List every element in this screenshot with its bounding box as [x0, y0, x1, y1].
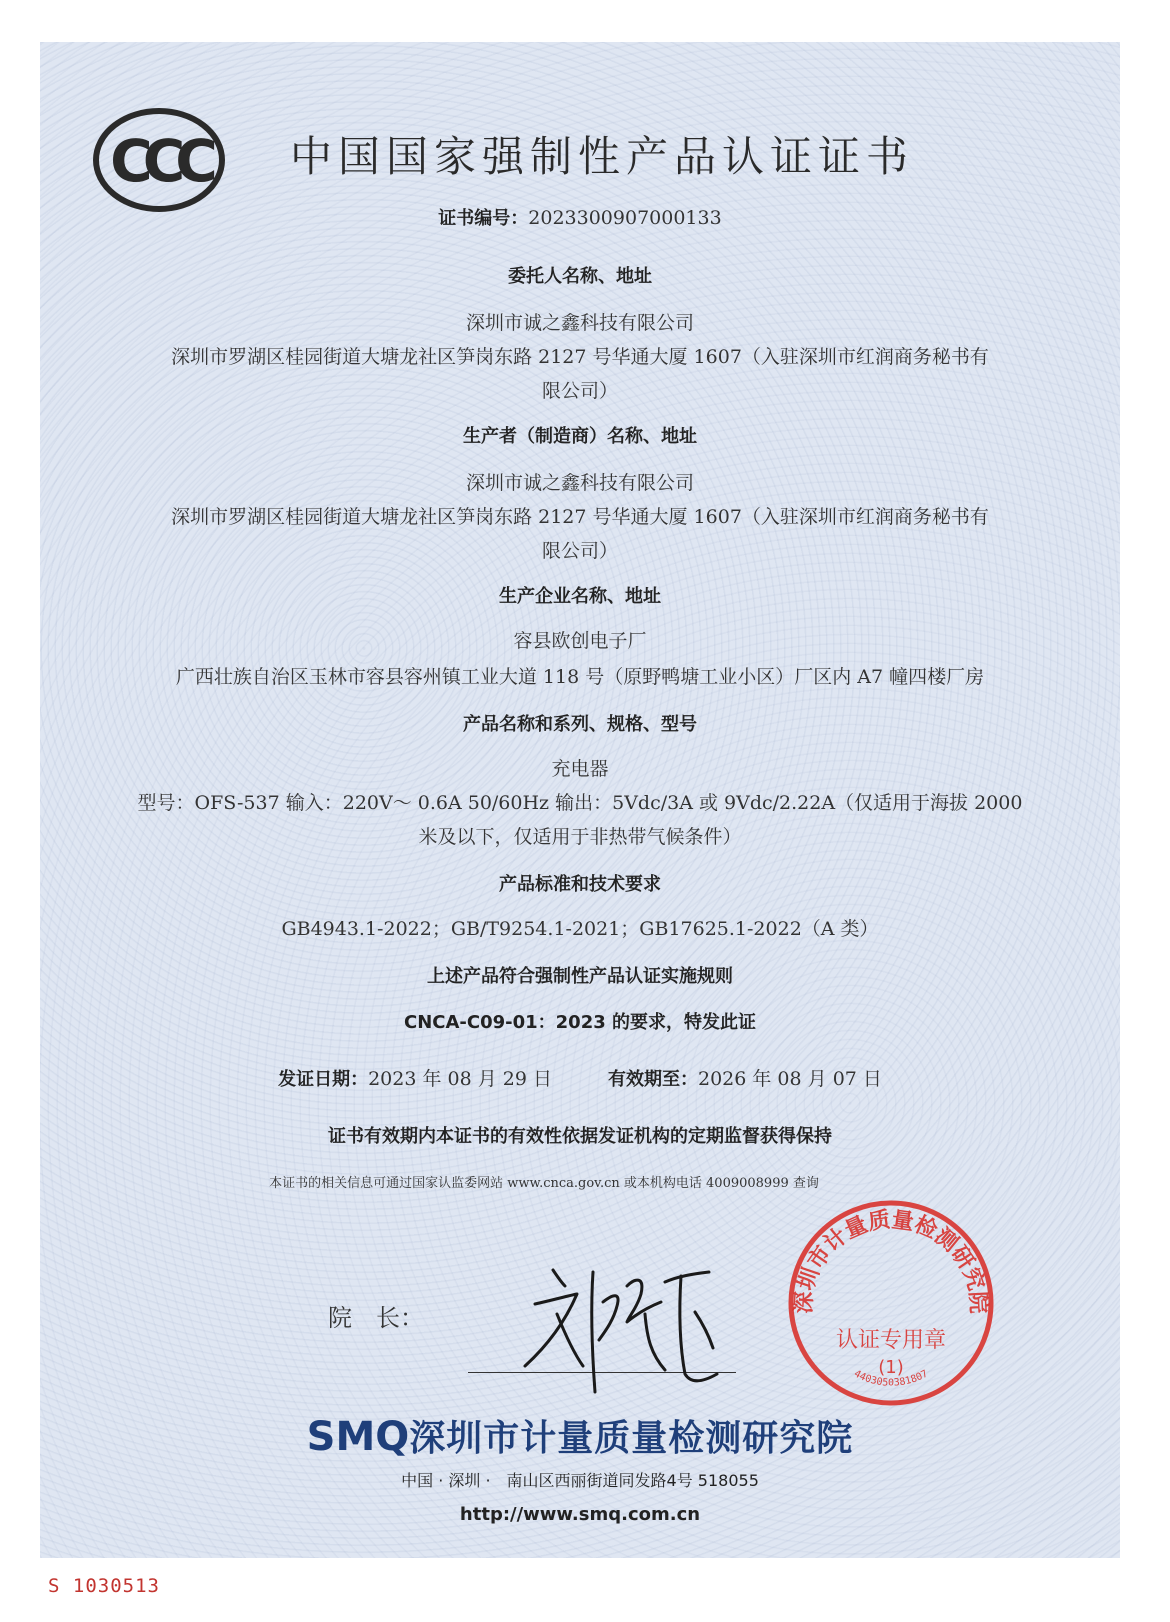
- factory-address: 广西壮族自治区玉林市容县容州镇工业大道 118 号（原野鸭塘工业小区）厂区内 A7 幢四楼厂房: [175, 666, 985, 688]
- product-spec-line1: 型号：OFS-537 输入：220V～ 0.6A 50/60Hz 输出：5Vdc/3A 或 9Vdc/2.22A（仅适用于海拔 2000: [137, 792, 1023, 814]
- serial-number: S 1030513: [48, 1575, 160, 1597]
- applicant-heading: 委托人名称、地址: [508, 266, 652, 287]
- seal-number: (1): [878, 1357, 904, 1378]
- issuer-name: 深圳市计量质量检测研究院: [409, 1418, 854, 1459]
- query-note: 本证书的相关信息可通过国家认监委网站 www.cnca.gov.cn 或本机构电话 4009008999 查询: [269, 1176, 819, 1191]
- issue-date-label: 发证日期：: [278, 1069, 369, 1090]
- conformity-line1: 上述产品符合强制性产品认证实施规则: [427, 966, 733, 987]
- certificate-title: 中国国家强制性产品认证证书: [290, 132, 915, 181]
- issue-date-value: 2023 年 08 月 29 日: [368, 1068, 552, 1090]
- applicant-address-line1: 深圳市罗湖区桂园街道大塘龙社区笋岗东路 2127 号华通大厦 1607（入驻深圳市红润商务秘书有: [171, 346, 989, 368]
- manufacturer-address-line2: 限公司）: [541, 540, 618, 562]
- certificate: [40, 42, 1120, 1558]
- director-label: 院 长：: [328, 1304, 424, 1332]
- factory-heading: 生产企业名称、地址: [499, 586, 661, 607]
- manufacturer-address-line1: 深圳市罗湖区桂园街道大塘龙社区笋岗东路 2127 号华通大厦 1607（入驻深圳市红润商务秘书有: [171, 506, 989, 528]
- issuer-url[interactable]: http://www.smq.com.cn: [459, 1504, 701, 1525]
- cert-no-label: 证书编号：: [438, 208, 529, 229]
- ccc-logo-text: CCC: [110, 127, 208, 195]
- conformity-line2: CNCA-C09-01：2023 的要求，特发此证: [403, 1012, 757, 1033]
- issuer-name-row: [40, 1410, 1120, 1461]
- expiry-date-label: 有效期至：: [608, 1069, 698, 1090]
- standards-value: GB4943.1-2022；GB/T9254.1-2021；GB17625.1-2022（A 类）: [281, 918, 879, 940]
- director-signature: [495, 1242, 745, 1402]
- seal-code: 4403050381807: [852, 1368, 930, 1389]
- product-spec-line2: 米及以下，仅适用于非热带气候条件）: [418, 826, 742, 848]
- dates-row: [40, 1064, 1120, 1091]
- ccc-logo: [92, 106, 226, 214]
- applicant-address-line2: 限公司）: [541, 380, 618, 402]
- factory-name: 容县欧创电子厂: [513, 630, 647, 652]
- manufacturer-name: 深圳市诚之鑫科技有限公司: [465, 472, 694, 494]
- cert-no-value: 2023300907000133: [528, 207, 722, 229]
- official-seal: [785, 1197, 997, 1409]
- standards-heading: 产品标准和技术要求: [499, 874, 661, 895]
- issuer-address: 中国 · 深圳 · 南山区西丽街道同发路4号 518055: [401, 1471, 759, 1490]
- seal-ring-text: 深圳市计量质量检测研究院: [791, 1207, 991, 1315]
- smq-logo: SMQ: [306, 1414, 410, 1460]
- certificate-number: [40, 204, 1120, 230]
- expiry-date-value: 2026 年 08 月 07 日: [698, 1068, 882, 1090]
- seal-center-text: 认证专用章: [835, 1328, 947, 1353]
- validity-note: 证书有效期内本证书的有效性依据发证机构的定期监督获得保持: [328, 1126, 832, 1147]
- applicant-name: 深圳市诚之鑫科技有限公司: [465, 312, 694, 334]
- product-name: 充电器: [551, 758, 609, 780]
- manufacturer-heading: 生产者（制造商）名称、地址: [463, 426, 697, 447]
- product-heading: 产品名称和系列、规格、型号: [463, 714, 697, 735]
